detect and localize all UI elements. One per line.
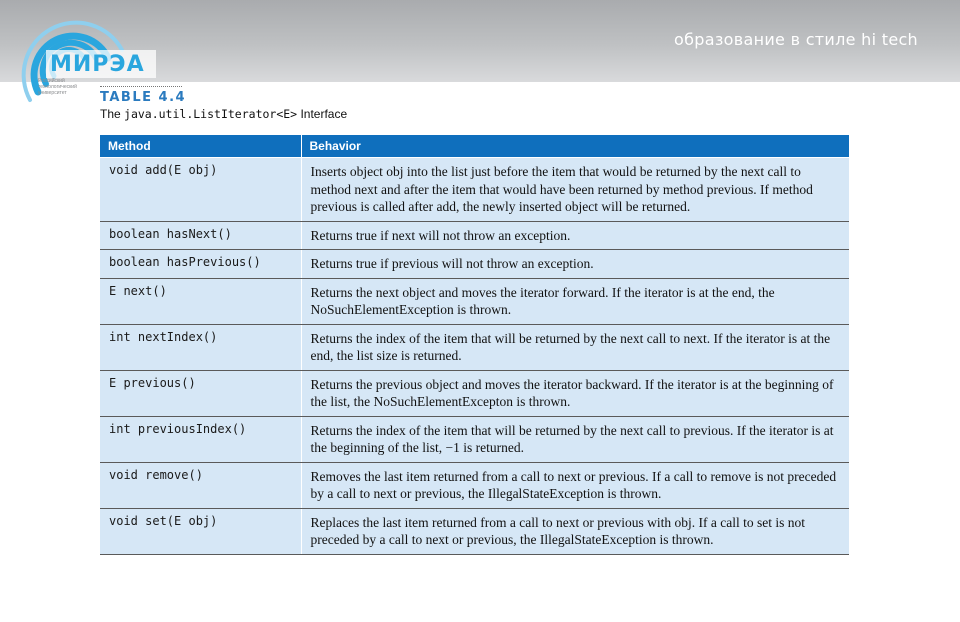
- table-row: [100, 462, 849, 508]
- table-title: [100, 107, 347, 121]
- method-cell: boolean hasNext(): [100, 221, 301, 250]
- table-row: [100, 508, 849, 554]
- table-title-prefix: The: [100, 107, 125, 121]
- method-cell: int previousIndex(): [100, 416, 301, 462]
- tagline: образование в стиле hi tech: [674, 30, 918, 49]
- table-row: [100, 158, 849, 222]
- method-cell: E previous(): [100, 370, 301, 416]
- method-cell: int nextIndex(): [100, 324, 301, 370]
- table-title-code: java.util.ListIterator<E>: [124, 107, 298, 121]
- table-row: [100, 324, 849, 370]
- behavior-cell: Returns true if previous will not throw an exception.: [301, 250, 849, 279]
- table-caption: TABLE 4.4: [100, 90, 187, 105]
- behavior-cell: Returns the index of the item that will be returned by the next call to previous. If the iterator is at the beginning of the list, −1 is returned.: [301, 416, 849, 462]
- table-row: [100, 370, 849, 416]
- behavior-cell: Returns the next object and moves the iterator forward. If the iterator is at the end, the NoSuchElementException is thrown.: [301, 278, 849, 324]
- behavior-cell: Removes the last item returned from a call to next or previous. If a call to remove is not preceded by a call to next or previous, the IllegalStateException is thrown.: [301, 462, 849, 508]
- logo: [0, 0, 190, 104]
- method-cell: void remove(): [100, 462, 301, 508]
- table-row: [100, 416, 849, 462]
- method-cell: boolean hasPrevious(): [100, 250, 301, 279]
- caption-rule: [100, 86, 182, 87]
- table-header-row: [100, 135, 849, 158]
- method-cell: void set(E obj): [100, 508, 301, 554]
- logo-subtext: Российский технологический университет: [38, 78, 77, 96]
- header-behavior: Behavior: [301, 135, 849, 158]
- behavior-cell: Returns the index of the item that will be returned by the next call to next. If the iterator is at the end, the list size is returned.: [301, 324, 849, 370]
- table-row: [100, 250, 849, 279]
- table-row: [100, 278, 849, 324]
- behavior-cell: Inserts object obj into the list just before the item that would be returned by the next call to method next and after the item that would have been returned by method previous. If method previous is called after add, the newly inserted object will be returned.: [301, 158, 849, 222]
- method-cell: E next(): [100, 278, 301, 324]
- header-method: Method: [100, 135, 301, 158]
- method-cell: void add(E obj): [100, 158, 301, 222]
- list-iterator-table: [100, 135, 850, 555]
- table-title-suffix: Interface: [297, 107, 348, 121]
- behavior-cell: Replaces the last item returned from a call to next or previous with obj. If a call to set is not preceded by a call to next or previous, the IllegalStateException is thrown.: [301, 508, 849, 554]
- behavior-cell: Returns the previous object and moves the iterator backward. If the iterator is at the beginning of the list, the NoSuchElementExcepton is thrown.: [301, 370, 849, 416]
- behavior-cell: Returns true if next will not throw an exception.: [301, 221, 849, 250]
- table-row: [100, 221, 849, 250]
- logo-text: МИРЭА: [50, 52, 145, 77]
